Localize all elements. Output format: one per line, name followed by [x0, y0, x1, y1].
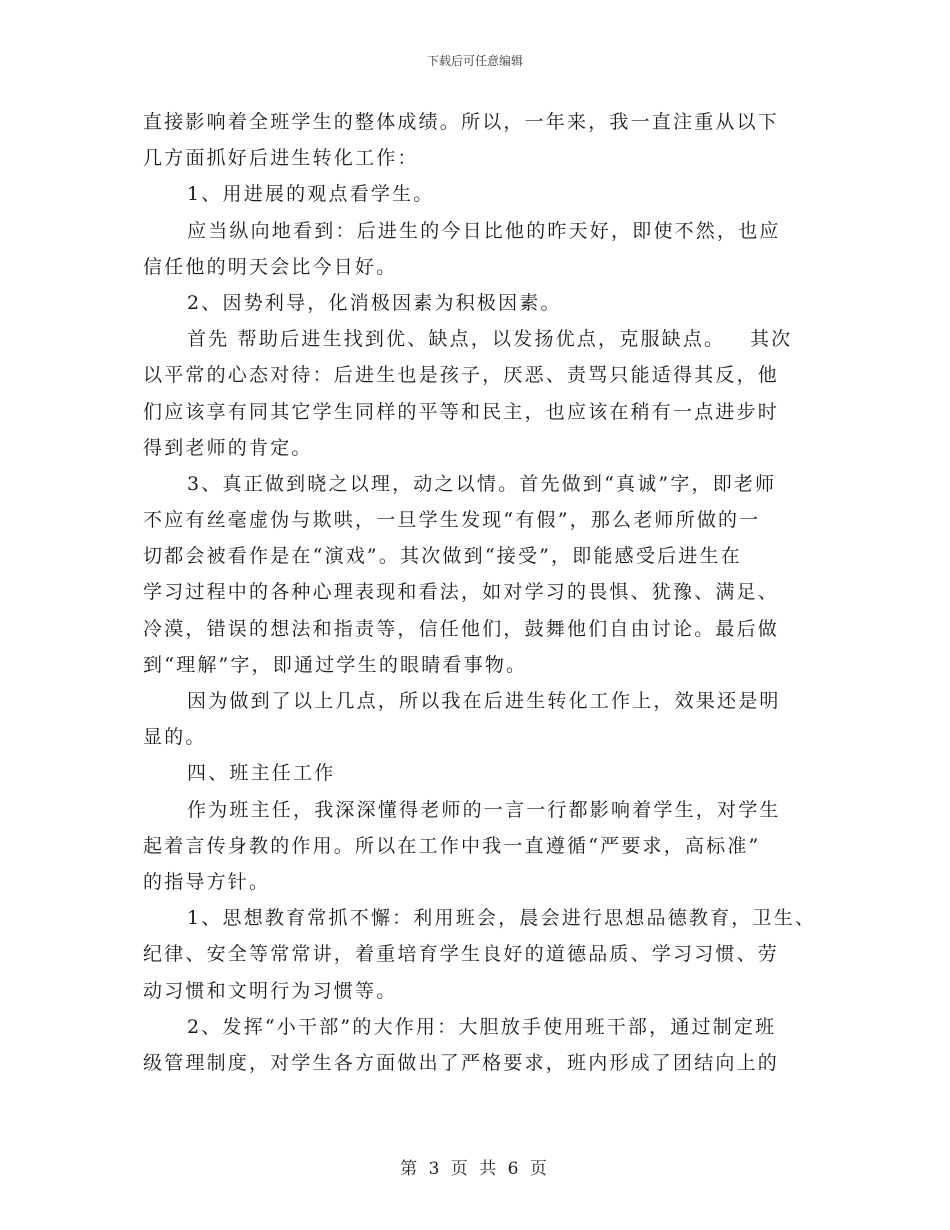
text-line: 不应有丝毫虚伪与欺哄，一旦学生发现“有假”，那么老师所做的一	[143, 509, 761, 532]
text-line: 的指导方针。	[143, 870, 271, 893]
text-line: 得到老师的肯定。	[143, 436, 313, 459]
text-line: 级管理制度，对学生各方面做出了严格要求，班内形成了团结向上的	[143, 1051, 780, 1074]
text-line: 3、真正做到晓之以理，动之以情。首先做到“真诚”字，即老师	[187, 472, 777, 495]
footer-prefix: 第	[400, 1159, 421, 1179]
text-line: 1、思想教育常抓不懈：利用班会，晨会进行思想品德教育，卫生、	[187, 907, 817, 930]
text-line: 几方面抓好后进生转化工作：	[143, 147, 419, 170]
footer-suffix: 页	[529, 1159, 550, 1179]
text-line: 应当纵向地看到：后进生的今日比他的昨天好，即使不然，也应	[187, 219, 781, 242]
page-footer	[0, 1154, 950, 1179]
text-line: 到“理解”字，即通过学生的眼睛看事物。	[143, 653, 528, 676]
text-line: 作为班主任，我深深懂得老师的一言一行都影响着学生，对学生	[187, 798, 781, 821]
total-pages-number: 6	[507, 1159, 522, 1179]
section-heading: 四、班主任工作	[187, 762, 336, 785]
text-line: 因为做到了以上几点，所以我在后进生转化工作上，效果还是明	[187, 690, 781, 712]
text-line: 首先 帮助后进生找到优、缺点，以发扬优点，克服缺点。 其次	[187, 328, 793, 351]
text-line: 纪律、安全等常常讲，着重培育学生良好的道德品质、学习习惯、劳	[143, 943, 780, 966]
document-body	[143, 104, 817, 1081]
text-line: 2、发挥“小干部”的大作用：大胆放手使用班干部，通过制定班	[187, 1015, 777, 1038]
text-line: 显的。	[143, 726, 207, 749]
current-page-number: 3	[428, 1159, 443, 1179]
text-line: 以平常的心态对待：后进生也是孩子，厌恶、责骂只能适得其反，他	[143, 364, 780, 387]
text-line: 直接影响着全班学生的整体成绩。所以，一年来，我一直注重从以下	[143, 111, 780, 133]
text-line: 信任他的明天会比今日好。	[143, 255, 398, 278]
text-line: 动习惯和文明行为习惯等。	[143, 979, 398, 1002]
text-line: 1、用进展的观点看学生。	[187, 183, 435, 206]
text-line: 起着言传身教的作用。所以在工作中我一直遵循“严要求，高标准”	[143, 834, 761, 857]
footer-middle: 页 共	[450, 1159, 500, 1179]
text-line: 冷漠，错误的想法和指责等，信任他们，鼓舞他们自由讨论。最后做	[143, 617, 780, 640]
text-line: 们应该享有同其它学生同样的平等和民主，也应该在稍有一点进步时	[143, 400, 780, 423]
text-line: 2、因势利导，化消极因素为积极因素。	[187, 291, 562, 314]
text-line: 切都会被看作是在“演戏”。其次做到“接受”，即能感受后进生在	[143, 545, 742, 568]
text-line: 学习过程中的各种心理表现和看法，如对学习的畏惧、犹豫、满足、	[143, 581, 780, 604]
page-header: 下载后可任意编辑	[426, 54, 523, 68]
